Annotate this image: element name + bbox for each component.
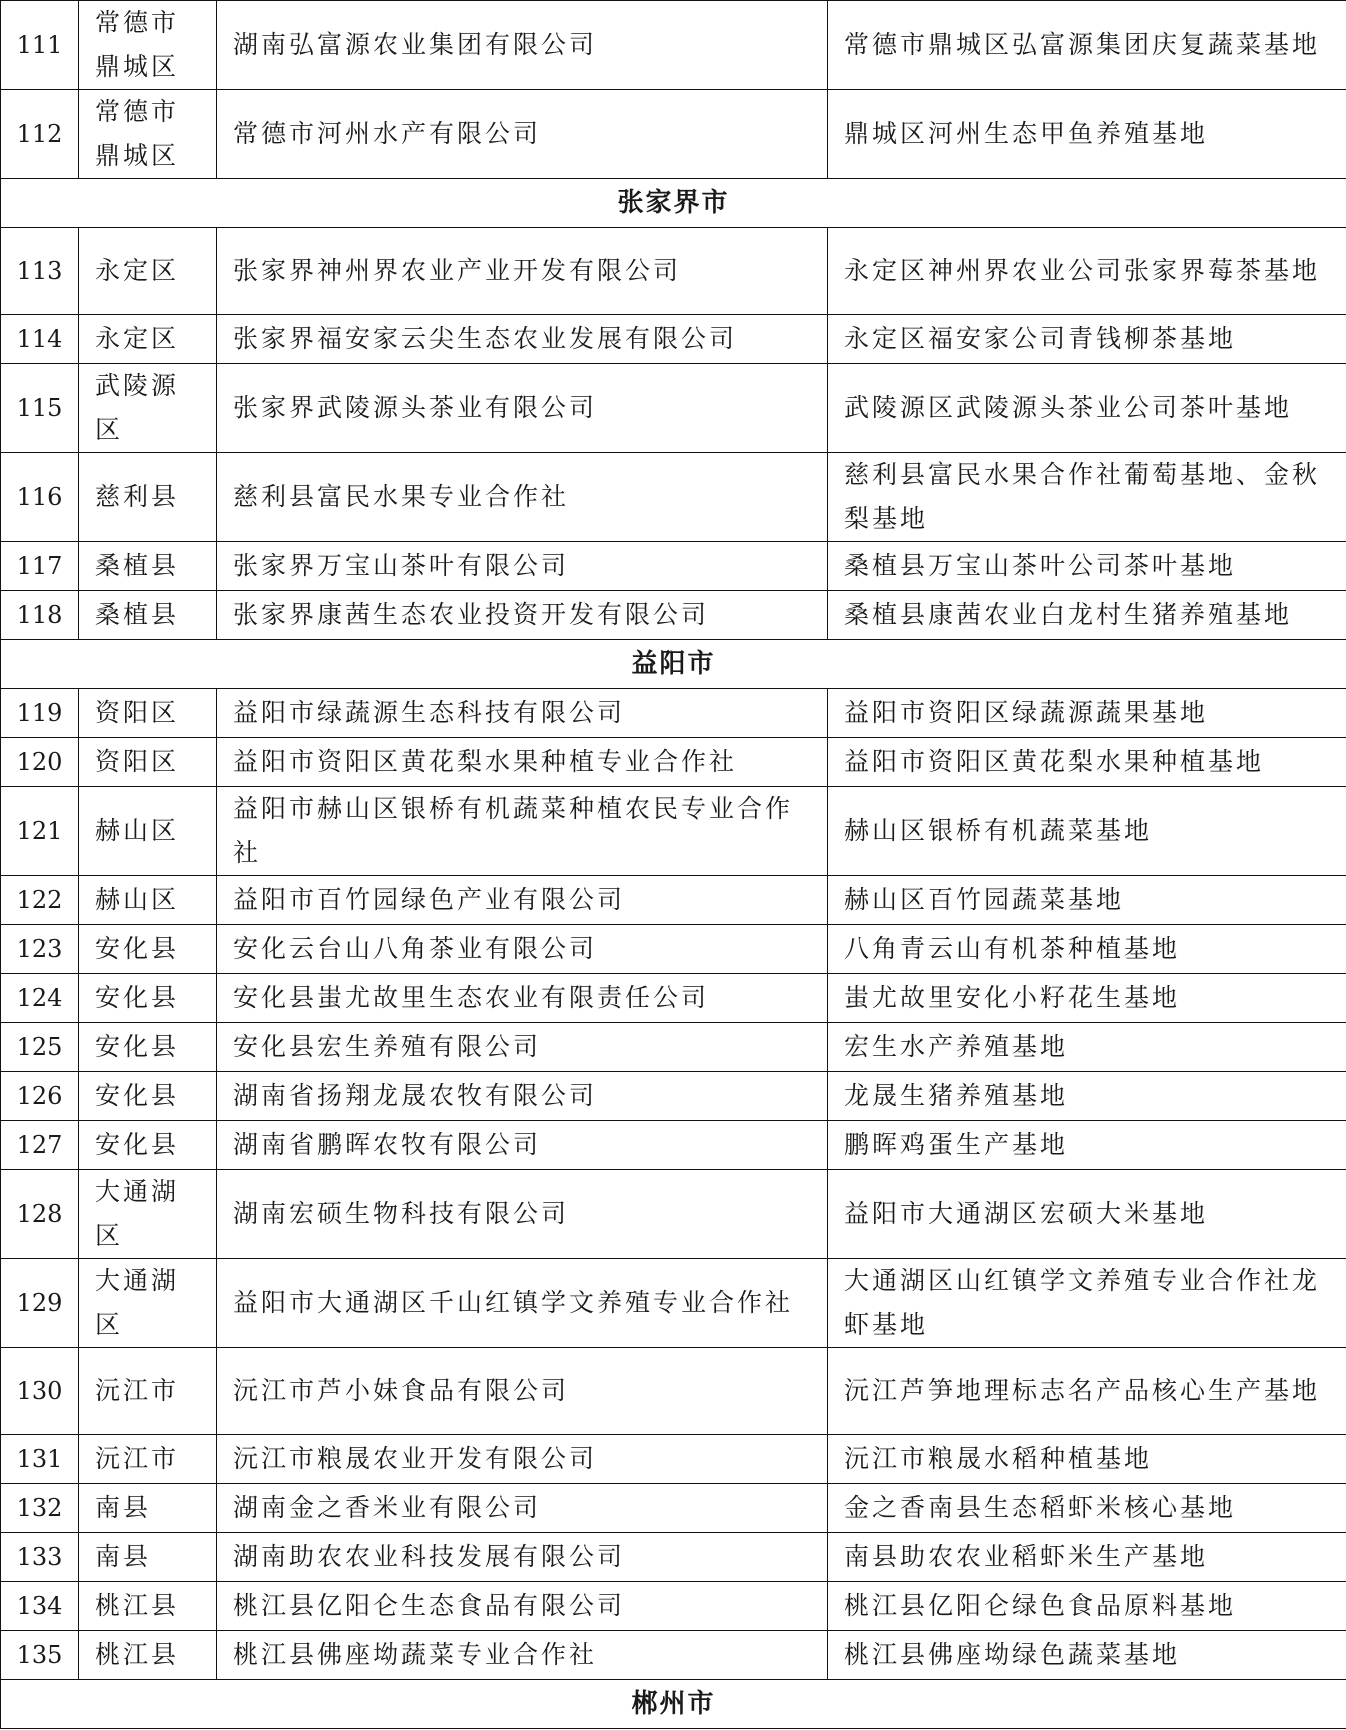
table-row [1,738,1346,787]
base-name-cell: 永定区神州界农业公司张家界莓茶基地 [828,228,1346,315]
section-title: 益阳市 [1,640,1346,689]
district-cell: 安化县 [79,925,217,974]
company-name-cell: 湖南金之香米业有限公司 [217,1484,828,1533]
serial-number-cell: 116 [1,453,79,542]
district-cell: 桑植县 [79,542,217,591]
base-name-cell: 南县助农农业稻虾米生产基地 [828,1533,1346,1582]
company-name-cell: 常德市河州水产有限公司 [217,90,828,179]
district-cell: 大通湖区 [79,1259,217,1348]
serial-number-cell: 122 [1,876,79,925]
company-name-cell: 益阳市资阳区黄花梨水果种植专业合作社 [217,738,828,787]
base-name-cell: 桑植县万宝山茶叶公司茶叶基地 [828,542,1346,591]
company-name-cell: 益阳市绿蔬源生态科技有限公司 [217,689,828,738]
base-name-cell: 慈利县富民水果合作社葡萄基地、金秋梨基地 [828,453,1346,542]
table-row [1,1121,1346,1170]
serial-number-cell: 118 [1,591,79,640]
base-name-cell: 桑植县康茜农业白龙村生猪养殖基地 [828,591,1346,640]
district-cell: 大通湖区 [79,1170,217,1259]
serial-number-cell: 125 [1,1023,79,1072]
table-row [1,1435,1346,1484]
serial-number-cell: 134 [1,1582,79,1631]
serial-number-cell: 120 [1,738,79,787]
base-name-cell: 益阳市大通湖区宏硕大米基地 [828,1170,1346,1259]
company-name-cell: 桃江县佛座坳蔬菜专业合作社 [217,1631,828,1680]
district-cell: 慈利县 [79,453,217,542]
district-cell: 沅江市 [79,1435,217,1484]
base-name-cell: 赫山区银桥有机蔬菜基地 [828,787,1346,876]
serial-number-cell: 113 [1,228,79,315]
district-cell: 赫山区 [79,876,217,925]
company-name-cell: 湖南弘富源农业集团有限公司 [217,1,828,90]
serial-number-cell: 126 [1,1072,79,1121]
district-cell: 安化县 [79,1121,217,1170]
table-row [1,591,1346,640]
base-name-cell: 益阳市资阳区黄花梨水果种植基地 [828,738,1346,787]
table-row [1,1582,1346,1631]
district-cell: 安化县 [79,974,217,1023]
district-cell: 桃江县 [79,1631,217,1680]
district-cell: 赫山区 [79,787,217,876]
table-row [1,542,1346,591]
section-title: 郴州市 [1,1680,1346,1729]
company-name-cell: 沅江市粮晟农业开发有限公司 [217,1435,828,1484]
base-name-cell: 鼎城区河州生态甲鱼养殖基地 [828,90,1346,179]
serial-number-cell: 133 [1,1533,79,1582]
base-name-cell: 大通湖区山红镇学文养殖专业合作社龙虾基地 [828,1259,1346,1348]
company-name-cell: 湖南省扬翔龙晟农牧有限公司 [217,1072,828,1121]
base-name-cell: 龙晟生猪养殖基地 [828,1072,1346,1121]
district-cell: 安化县 [79,1072,217,1121]
table-row [1,787,1346,876]
district-cell: 安化县 [79,1023,217,1072]
base-name-cell: 金之香南县生态稻虾米核心基地 [828,1484,1346,1533]
district-cell: 桃江县 [79,1582,217,1631]
base-name-cell: 桃江县亿阳仑绿色食品原料基地 [828,1582,1346,1631]
table-row [1,1,1346,90]
serial-number-cell: 119 [1,689,79,738]
district-cell: 武陵源区 [79,364,217,453]
table-row [1,364,1346,453]
table-row [1,1023,1346,1072]
company-name-cell: 张家界万宝山茶叶有限公司 [217,542,828,591]
serial-number-cell: 130 [1,1348,79,1435]
district-cell: 资阳区 [79,689,217,738]
company-name-cell: 益阳市大通湖区千山红镇学文养殖专业合作社 [217,1259,828,1348]
company-name-cell: 安化县宏生养殖有限公司 [217,1023,828,1072]
table-row [1,1484,1346,1533]
company-name-cell: 湖南助农农业科技发展有限公司 [217,1533,828,1582]
table-row [1,876,1346,925]
district-cell: 南县 [79,1484,217,1533]
company-name-cell: 张家界武陵源头茶业有限公司 [217,364,828,453]
section-title: 张家界市 [1,179,1346,228]
table-row [1,1259,1346,1348]
serial-number-cell: 117 [1,542,79,591]
table-row [1,1072,1346,1121]
company-name-cell: 桃江县亿阳仑生态食品有限公司 [217,1582,828,1631]
company-name-cell: 张家界神州界农业产业开发有限公司 [217,228,828,315]
table-row [1,1631,1346,1680]
district-cell: 常德市鼎城区 [79,90,217,179]
table-row [1,925,1346,974]
serial-number-cell: 124 [1,974,79,1023]
company-name-cell: 慈利县富民水果专业合作社 [217,453,828,542]
company-name-cell: 安化县蚩尤故里生态农业有限责任公司 [217,974,828,1023]
district-cell: 资阳区 [79,738,217,787]
company-name-cell: 益阳市赫山区银桥有机蔬菜种植农民专业合作社 [217,787,828,876]
table-row [1,974,1346,1023]
serial-number-cell: 135 [1,1631,79,1680]
table-row [1,1348,1346,1435]
serial-number-cell: 115 [1,364,79,453]
section-header-row [1,640,1346,689]
company-name-cell: 安化云台山八角茶业有限公司 [217,925,828,974]
table-row [1,315,1346,364]
base-name-cell: 鹏晖鸡蛋生产基地 [828,1121,1346,1170]
table-row [1,228,1346,315]
company-name-cell: 益阳市百竹园绿色产业有限公司 [217,876,828,925]
table-row [1,90,1346,179]
serial-number-cell: 127 [1,1121,79,1170]
district-cell: 永定区 [79,228,217,315]
base-name-cell: 武陵源区武陵源头茶业公司茶叶基地 [828,364,1346,453]
table-row [1,1170,1346,1259]
section-header-row [1,179,1346,228]
company-name-cell: 张家界福安家云尖生态农业发展有限公司 [217,315,828,364]
base-name-cell: 永定区福安家公司青钱柳茶基地 [828,315,1346,364]
base-name-cell: 桃江县佛座坳绿色蔬菜基地 [828,1631,1346,1680]
serial-number-cell: 129 [1,1259,79,1348]
district-cell: 沅江市 [79,1348,217,1435]
district-cell: 常德市鼎城区 [79,1,217,90]
company-name-cell: 湖南省鹏晖农牧有限公司 [217,1121,828,1170]
serial-number-cell: 132 [1,1484,79,1533]
base-name-cell: 沅江市粮晟水稻种植基地 [828,1435,1346,1484]
table-row [1,689,1346,738]
table-row [1,1533,1346,1582]
serial-number-cell: 131 [1,1435,79,1484]
company-name-cell: 沅江市芦小妹食品有限公司 [217,1348,828,1435]
company-name-cell: 湖南宏硕生物科技有限公司 [217,1170,828,1259]
district-cell: 南县 [79,1533,217,1582]
base-name-cell: 八角青云山有机茶种植基地 [828,925,1346,974]
base-name-cell: 益阳市资阳区绿蔬源蔬果基地 [828,689,1346,738]
table-row [1,453,1346,542]
serial-number-cell: 121 [1,787,79,876]
base-name-cell: 沅江芦笋地理标志名产品核心生产基地 [828,1348,1346,1435]
base-name-cell: 赫山区百竹园蔬菜基地 [828,876,1346,925]
base-name-cell: 常德市鼎城区弘富源集团庆复蔬菜基地 [828,1,1346,90]
serial-number-cell: 112 [1,90,79,179]
table-body [1,1,1346,1729]
serial-number-cell: 111 [1,1,79,90]
base-name-cell: 宏生水产养殖基地 [828,1023,1346,1072]
district-cell: 永定区 [79,315,217,364]
base-name-cell: 蚩尤故里安化小籽花生基地 [828,974,1346,1023]
district-cell: 桑植县 [79,591,217,640]
company-name-cell: 张家界康茜生态农业投资开发有限公司 [217,591,828,640]
serial-number-cell: 123 [1,925,79,974]
serial-number-cell: 128 [1,1170,79,1259]
section-header-row [1,1680,1346,1729]
serial-number-cell: 114 [1,315,79,364]
